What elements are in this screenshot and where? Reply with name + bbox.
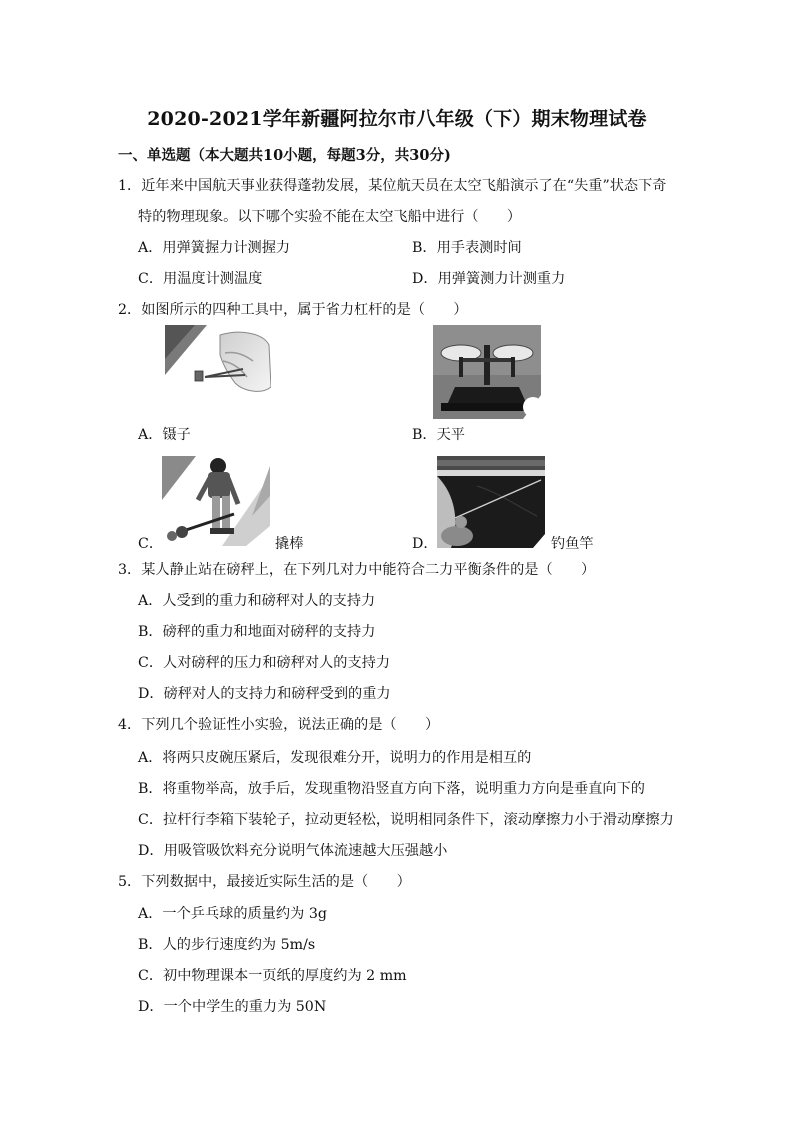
q1-option-a: A．用弹簧握力计测握力 — [138, 240, 291, 256]
q4-option-b: B．将重物举高，放手后，发现重物沿竖直方向下落，说明重力方向是垂直向下的 — [138, 781, 645, 797]
q2-stem: 2．如图所示的四种工具中，属于省力杠杆的是（ ） — [118, 302, 468, 318]
section-heading: 一、单选题（本大题共10小题，每题3分，共30分) — [118, 147, 451, 164]
q2-option-c-label: 撬棒 — [275, 536, 304, 552]
q4-stem: 4．下列几个验证性小实验，说法正确的是（ ） — [118, 717, 440, 733]
q3-option-c: C．人对磅秤的压力和磅秤对人的支持力 — [138, 655, 391, 671]
q1-stem-line1: 1．近年来中国航天事业获得蓬勃发展，某位航天员在太空飞船演示了在“失重”状态下奇 — [118, 178, 667, 194]
q5-option-d: D．一个中学生的重力为 50N — [138, 999, 327, 1015]
q3-option-a: A．人受到的重力和磅秤对人的支持力 — [138, 593, 376, 609]
q2-option-a: A．镊子 — [138, 427, 191, 443]
q4-option-a: A．将两只皮碗压紧后，发现很难分开，说明力的作用是相互的 — [138, 750, 532, 766]
tweezers-photo — [165, 325, 271, 413]
q3-option-d: D．磅秤对人的支持力和磅秤受到的重力 — [138, 686, 391, 702]
q1-option-d: D．用弹簧测力计测重力 — [412, 271, 566, 287]
q2-option-d-prefix: D． — [412, 536, 438, 552]
q2-option-c-prefix: C． — [138, 536, 164, 552]
q2-option-d-label: 钓鱼竿 — [551, 536, 594, 552]
q1-option-c: C．用温度计测温度 — [138, 271, 263, 287]
fishing-rod-photo — [437, 456, 545, 548]
q2-option-b: B．天平 — [412, 427, 465, 443]
q3-stem: 3．某人静止站在磅秤上，在下列几对力中能符合二力平衡条件的是（ ） — [118, 562, 596, 578]
q5-option-a: A．一个乒乓球的质量约为 3g — [138, 906, 327, 922]
q1-option-b: B．用手表测时间 — [412, 240, 522, 256]
q5-option-c: C．初中物理课本一页纸的厚度约为 2 mm — [138, 968, 407, 984]
page-title: 2020-2021学年新疆阿拉尔市八年级（下）期末物理试卷 — [147, 108, 647, 130]
q1-stem-line2: 特的物理现象。以下哪个实验不能在太空飞船中进行（ ） — [138, 209, 522, 225]
q5-option-b: B．人的步行速度约为 5m/s — [138, 937, 316, 953]
q5-stem: 5．下列数据中，最接近实际生活的是（ ） — [118, 874, 411, 890]
q3-option-b: B．磅秤的重力和地面对磅秤的支持力 — [138, 624, 376, 640]
crowbar-photo — [162, 456, 270, 546]
q4-option-c: C．拉杆行李箱下装轮子，拉动更轻松，说明相同条件下，滚动摩擦力小于滑动摩擦力 — [138, 812, 674, 828]
balance-scale-photo — [433, 325, 541, 419]
q4-option-d: D．用吸管吸饮料充分说明气体流速越大压强越小 — [138, 843, 448, 859]
